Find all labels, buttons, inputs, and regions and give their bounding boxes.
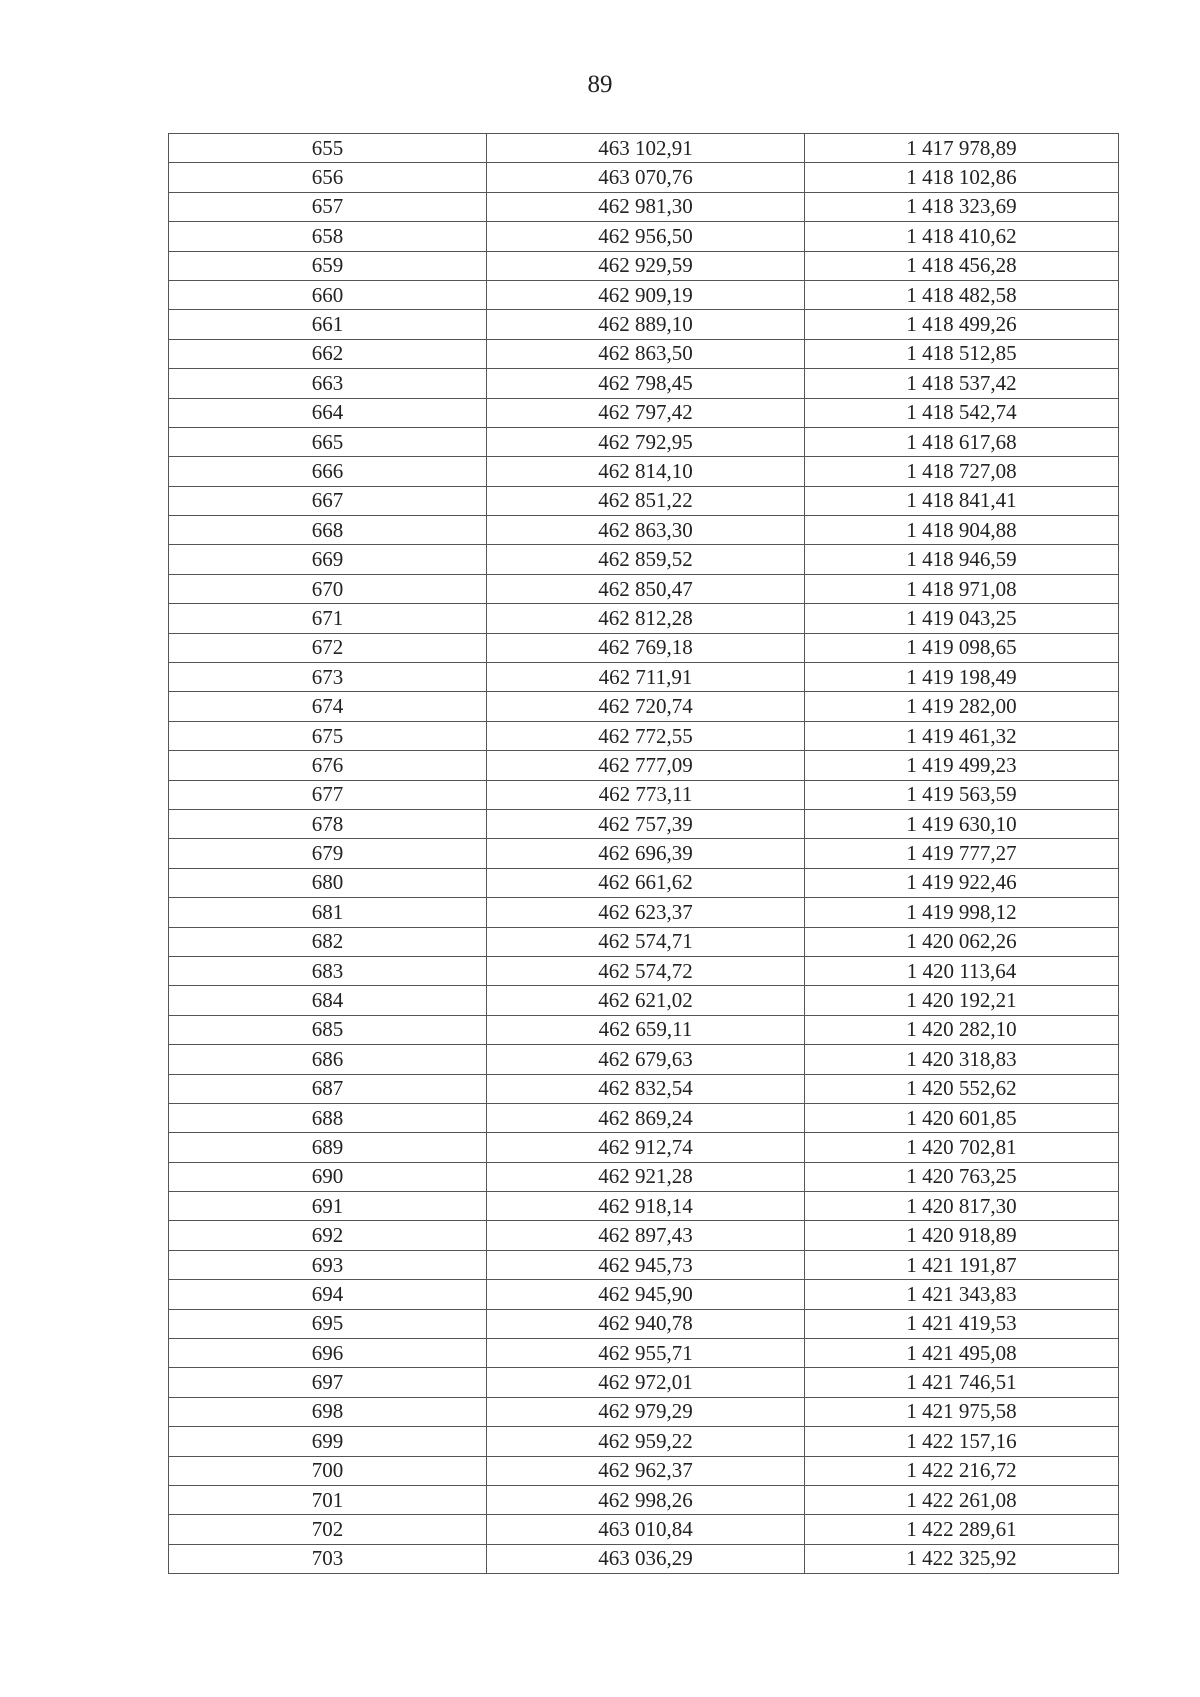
table-row	[169, 1456, 1119, 1485]
point-number-cell: 666	[169, 457, 487, 486]
y-coordinate-cell: 1 422 289,61	[805, 1515, 1119, 1544]
y-coordinate-cell: 1 418 410,62	[805, 222, 1119, 251]
table-row	[169, 134, 1119, 163]
point-number-cell: 658	[169, 222, 487, 251]
table-row	[169, 604, 1119, 633]
y-coordinate-cell: 1 419 777,27	[805, 839, 1119, 868]
y-coordinate-cell: 1 419 098,65	[805, 633, 1119, 662]
x-coordinate-cell: 462 769,18	[487, 633, 805, 662]
table-row	[169, 839, 1119, 868]
point-number-cell: 697	[169, 1368, 487, 1397]
table-row	[169, 457, 1119, 486]
y-coordinate-cell: 1 420 113,64	[805, 956, 1119, 985]
point-number-cell: 660	[169, 280, 487, 309]
table-row	[169, 486, 1119, 515]
table-row	[169, 251, 1119, 280]
point-number-cell: 679	[169, 839, 487, 868]
table-row	[169, 1339, 1119, 1368]
point-number-cell: 681	[169, 898, 487, 927]
point-number-cell: 671	[169, 604, 487, 633]
point-number-cell: 696	[169, 1339, 487, 1368]
x-coordinate-cell: 462 859,52	[487, 545, 805, 574]
x-coordinate-cell: 462 623,37	[487, 898, 805, 927]
y-coordinate-cell: 1 420 702,81	[805, 1133, 1119, 1162]
x-coordinate-cell: 462 998,26	[487, 1485, 805, 1514]
x-coordinate-cell: 463 036,29	[487, 1544, 805, 1573]
x-coordinate-cell: 462 772,55	[487, 721, 805, 750]
y-coordinate-cell: 1 418 537,42	[805, 369, 1119, 398]
x-coordinate-cell: 462 814,10	[487, 457, 805, 486]
y-coordinate-cell: 1 421 975,58	[805, 1397, 1119, 1426]
point-number-cell: 662	[169, 339, 487, 368]
y-coordinate-cell: 1 420 282,10	[805, 1015, 1119, 1044]
y-coordinate-cell: 1 419 461,32	[805, 721, 1119, 750]
point-number-cell: 674	[169, 692, 487, 721]
point-number-cell: 687	[169, 1074, 487, 1103]
point-number-cell: 661	[169, 310, 487, 339]
x-coordinate-cell: 462 773,11	[487, 780, 805, 809]
point-number-cell: 693	[169, 1250, 487, 1279]
x-coordinate-cell: 462 897,43	[487, 1221, 805, 1250]
point-number-cell: 668	[169, 516, 487, 545]
table-row	[169, 956, 1119, 985]
y-coordinate-cell: 1 418 727,08	[805, 457, 1119, 486]
y-coordinate-cell: 1 419 499,23	[805, 751, 1119, 780]
coordinates-table	[168, 133, 1119, 1574]
point-number-cell: 691	[169, 1192, 487, 1221]
y-coordinate-cell: 1 420 918,89	[805, 1221, 1119, 1250]
x-coordinate-cell: 462 981,30	[487, 192, 805, 221]
point-number-cell: 699	[169, 1427, 487, 1456]
x-coordinate-cell: 462 955,71	[487, 1339, 805, 1368]
y-coordinate-cell: 1 420 817,30	[805, 1192, 1119, 1221]
point-number-cell: 670	[169, 574, 487, 603]
y-coordinate-cell: 1 418 512,85	[805, 339, 1119, 368]
table-row	[169, 1045, 1119, 1074]
page-number: 89	[587, 71, 613, 98]
x-coordinate-cell: 462 777,09	[487, 751, 805, 780]
table-row	[169, 1192, 1119, 1221]
x-coordinate-cell: 462 889,10	[487, 310, 805, 339]
point-number-cell: 698	[169, 1397, 487, 1426]
y-coordinate-cell: 1 422 157,16	[805, 1427, 1119, 1456]
table-row	[169, 1309, 1119, 1338]
table-row	[169, 280, 1119, 309]
point-number-cell: 694	[169, 1280, 487, 1309]
point-number-cell: 657	[169, 192, 487, 221]
y-coordinate-cell: 1 421 746,51	[805, 1368, 1119, 1397]
y-coordinate-cell: 1 419 043,25	[805, 604, 1119, 633]
x-coordinate-cell: 462 929,59	[487, 251, 805, 280]
x-coordinate-cell: 462 940,78	[487, 1309, 805, 1338]
x-coordinate-cell: 462 959,22	[487, 1427, 805, 1456]
y-coordinate-cell: 1 419 563,59	[805, 780, 1119, 809]
x-coordinate-cell: 462 962,37	[487, 1456, 805, 1485]
point-number-cell: 677	[169, 780, 487, 809]
point-number-cell: 695	[169, 1309, 487, 1338]
x-coordinate-cell: 462 757,39	[487, 809, 805, 838]
y-coordinate-cell: 1 420 552,62	[805, 1074, 1119, 1103]
point-number-cell: 684	[169, 986, 487, 1015]
table-row	[169, 986, 1119, 1015]
table-row	[169, 1485, 1119, 1514]
y-coordinate-cell: 1 422 261,08	[805, 1485, 1119, 1514]
x-coordinate-cell: 462 869,24	[487, 1103, 805, 1132]
point-number-cell: 678	[169, 809, 487, 838]
y-coordinate-cell: 1 418 946,59	[805, 545, 1119, 574]
x-coordinate-cell: 462 832,54	[487, 1074, 805, 1103]
table-row	[169, 1103, 1119, 1132]
table-row	[169, 1015, 1119, 1044]
point-number-cell: 672	[169, 633, 487, 662]
point-number-cell: 656	[169, 163, 487, 192]
x-coordinate-cell: 462 696,39	[487, 839, 805, 868]
point-number-cell: 692	[169, 1221, 487, 1250]
y-coordinate-cell: 1 417 978,89	[805, 134, 1119, 163]
point-number-cell: 686	[169, 1045, 487, 1074]
point-number-cell: 659	[169, 251, 487, 280]
y-coordinate-cell: 1 422 216,72	[805, 1456, 1119, 1485]
point-number-cell: 680	[169, 868, 487, 897]
table-row	[169, 1397, 1119, 1426]
table-row	[169, 721, 1119, 750]
table-row	[169, 1427, 1119, 1456]
point-number-cell: 655	[169, 134, 487, 163]
y-coordinate-cell: 1 418 904,88	[805, 516, 1119, 545]
table-row	[169, 163, 1119, 192]
point-number-cell: 664	[169, 398, 487, 427]
point-number-cell: 685	[169, 1015, 487, 1044]
point-number-cell: 675	[169, 721, 487, 750]
x-coordinate-cell: 462 912,74	[487, 1133, 805, 1162]
table-row	[169, 1162, 1119, 1191]
table-row	[169, 398, 1119, 427]
table-row	[169, 751, 1119, 780]
point-number-cell: 665	[169, 427, 487, 456]
table-row	[169, 1515, 1119, 1544]
x-coordinate-cell: 462 798,45	[487, 369, 805, 398]
x-coordinate-cell: 463 010,84	[487, 1515, 805, 1544]
x-coordinate-cell: 462 574,72	[487, 956, 805, 985]
y-coordinate-cell: 1 419 198,49	[805, 663, 1119, 692]
y-coordinate-cell: 1 420 763,25	[805, 1162, 1119, 1191]
y-coordinate-cell: 1 418 971,08	[805, 574, 1119, 603]
y-coordinate-cell: 1 418 841,41	[805, 486, 1119, 515]
point-number-cell: 673	[169, 663, 487, 692]
point-number-cell: 703	[169, 1544, 487, 1573]
y-coordinate-cell: 1 421 343,83	[805, 1280, 1119, 1309]
x-coordinate-cell: 462 909,19	[487, 280, 805, 309]
x-coordinate-cell: 462 979,29	[487, 1397, 805, 1426]
point-number-cell: 688	[169, 1103, 487, 1132]
table-row	[169, 1074, 1119, 1103]
y-coordinate-cell: 1 421 495,08	[805, 1339, 1119, 1368]
table-row	[169, 663, 1119, 692]
x-coordinate-cell: 463 070,76	[487, 163, 805, 192]
table-row	[169, 809, 1119, 838]
y-coordinate-cell: 1 420 192,21	[805, 986, 1119, 1015]
x-coordinate-cell: 462 921,28	[487, 1162, 805, 1191]
x-coordinate-cell: 462 945,73	[487, 1250, 805, 1279]
table-row	[169, 192, 1119, 221]
table-row	[169, 1544, 1119, 1573]
table-row	[169, 633, 1119, 662]
table-row	[169, 868, 1119, 897]
table-row	[169, 692, 1119, 721]
x-coordinate-cell: 462 792,95	[487, 427, 805, 456]
x-coordinate-cell: 462 720,74	[487, 692, 805, 721]
x-coordinate-cell: 463 102,91	[487, 134, 805, 163]
coordinates-table-body	[169, 134, 1119, 1574]
y-coordinate-cell: 1 418 617,68	[805, 427, 1119, 456]
table-row	[169, 1250, 1119, 1279]
table-row	[169, 898, 1119, 927]
y-coordinate-cell: 1 419 998,12	[805, 898, 1119, 927]
point-number-cell: 667	[169, 486, 487, 515]
table-row	[169, 310, 1119, 339]
y-coordinate-cell: 1 421 419,53	[805, 1309, 1119, 1338]
x-coordinate-cell: 462 621,02	[487, 986, 805, 1015]
point-number-cell: 702	[169, 1515, 487, 1544]
y-coordinate-cell: 1 418 499,26	[805, 310, 1119, 339]
x-coordinate-cell: 462 918,14	[487, 1192, 805, 1221]
x-coordinate-cell: 462 851,22	[487, 486, 805, 515]
table-row	[169, 780, 1119, 809]
point-number-cell: 700	[169, 1456, 487, 1485]
x-coordinate-cell: 462 850,47	[487, 574, 805, 603]
x-coordinate-cell: 462 863,50	[487, 339, 805, 368]
point-number-cell: 701	[169, 1485, 487, 1514]
table-row	[169, 222, 1119, 251]
table-row	[169, 927, 1119, 956]
table-row	[169, 1133, 1119, 1162]
x-coordinate-cell: 462 863,30	[487, 516, 805, 545]
x-coordinate-cell: 462 972,01	[487, 1368, 805, 1397]
y-coordinate-cell: 1 422 325,92	[805, 1544, 1119, 1573]
table-row	[169, 1368, 1119, 1397]
y-coordinate-cell: 1 418 482,58	[805, 280, 1119, 309]
x-coordinate-cell: 462 711,91	[487, 663, 805, 692]
x-coordinate-cell: 462 574,71	[487, 927, 805, 956]
table-row	[169, 1280, 1119, 1309]
table-row	[169, 339, 1119, 368]
x-coordinate-cell: 462 797,42	[487, 398, 805, 427]
y-coordinate-cell: 1 418 102,86	[805, 163, 1119, 192]
y-coordinate-cell: 1 419 282,00	[805, 692, 1119, 721]
table-row	[169, 574, 1119, 603]
y-coordinate-cell: 1 420 062,26	[805, 927, 1119, 956]
y-coordinate-cell: 1 418 542,74	[805, 398, 1119, 427]
y-coordinate-cell: 1 418 456,28	[805, 251, 1119, 280]
point-number-cell: 682	[169, 927, 487, 956]
table-row	[169, 516, 1119, 545]
point-number-cell: 663	[169, 369, 487, 398]
y-coordinate-cell: 1 419 922,46	[805, 868, 1119, 897]
table-row	[169, 1221, 1119, 1250]
table-row	[169, 369, 1119, 398]
y-coordinate-cell: 1 421 191,87	[805, 1250, 1119, 1279]
x-coordinate-cell: 462 945,90	[487, 1280, 805, 1309]
table-row	[169, 427, 1119, 456]
x-coordinate-cell: 462 679,63	[487, 1045, 805, 1074]
y-coordinate-cell: 1 419 630,10	[805, 809, 1119, 838]
y-coordinate-cell: 1 420 318,83	[805, 1045, 1119, 1074]
point-number-cell: 683	[169, 956, 487, 985]
point-number-cell: 689	[169, 1133, 487, 1162]
x-coordinate-cell: 462 812,28	[487, 604, 805, 633]
y-coordinate-cell: 1 420 601,85	[805, 1103, 1119, 1132]
x-coordinate-cell: 462 661,62	[487, 868, 805, 897]
table-row	[169, 545, 1119, 574]
y-coordinate-cell: 1 418 323,69	[805, 192, 1119, 221]
point-number-cell: 669	[169, 545, 487, 574]
point-number-cell: 676	[169, 751, 487, 780]
x-coordinate-cell: 462 659,11	[487, 1015, 805, 1044]
point-number-cell: 690	[169, 1162, 487, 1191]
x-coordinate-cell: 462 956,50	[487, 222, 805, 251]
